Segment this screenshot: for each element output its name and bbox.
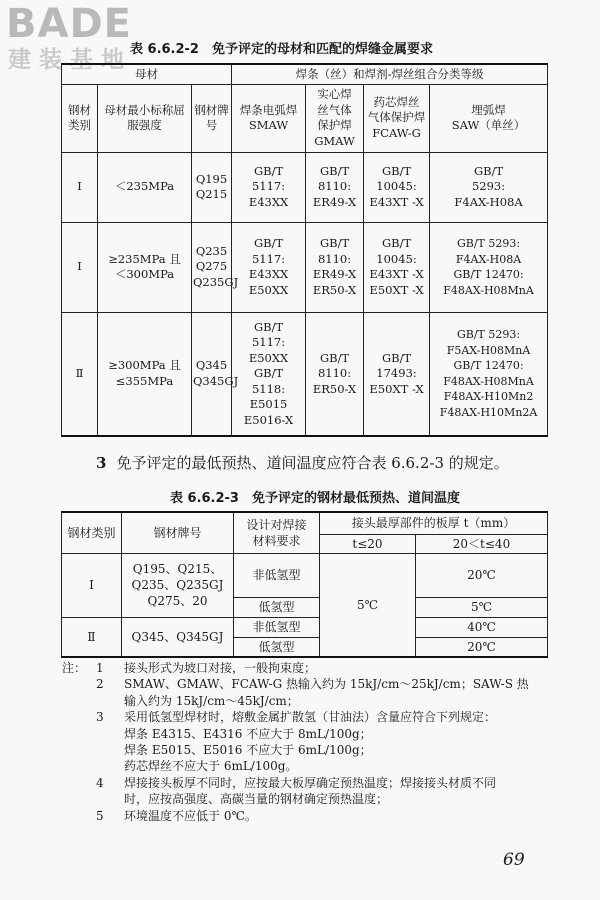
- table-6-6-2-2: [61, 63, 548, 437]
- note-number: 4: [96, 775, 104, 790]
- note-text: SMAW、GMAW、FCAW-G 热输入约为 15kJ/cm～25kJ/cm；SAW-S 热 输入约为 15kJ/cm～45kJ/cm；: [124, 677, 529, 708]
- row-t-20-40-value: 20℃: [416, 553, 548, 597]
- header-grade: 钢材牌号: [122, 512, 234, 553]
- note-item: [62, 660, 547, 676]
- row-requirement: 非低氢型: [234, 553, 320, 597]
- logo-text: BADE: [6, 1, 132, 47]
- header-fcaw: 药芯焊丝 气体保护焊 FCAW-G: [364, 84, 430, 152]
- table-row: [62, 617, 548, 637]
- header-category: 钢材类别: [62, 512, 122, 553]
- row-grades: Q345 Q345GJ: [192, 312, 232, 436]
- note-item: [62, 775, 547, 808]
- header-grade: 钢材牌号: [192, 84, 232, 152]
- row-t-le-20-value: 5℃: [320, 553, 416, 657]
- note-item: [62, 676, 547, 709]
- note-text: 采用低氢型焊材时，熔敷金属扩散氢（甘油法）含量应符合下列规定： 焊条 E4315、E4316 不应大于 8mL/100g； 焊条 E5015、E5016 不应大于 6mL/100g； 药芯焊丝不应大于 6mL/100g。: [124, 710, 497, 774]
- row-grades: Q195 Q215: [192, 152, 232, 222]
- row-saw: GB/T 5293: F4AX-H08A GB/T 12470: F48AX-H08MnA: [430, 222, 548, 312]
- table-row: [62, 553, 548, 597]
- row-grades: Q345、Q345GJ: [122, 617, 234, 657]
- note-number: 5: [96, 808, 104, 823]
- table-6-6-2-2-title: 表 6.6.2-2 免予评定的母材和匹配的焊缝金属要求: [130, 42, 433, 57]
- row-category: Ⅰ: [62, 553, 122, 617]
- row-fcaw: GB/T 10045: E43XT -X E50XT -X: [364, 222, 430, 312]
- table-notes: [62, 660, 547, 824]
- row-gmaw: GB/T 8110: ER50-X: [306, 312, 364, 436]
- row-strength: ≥300MPa 且 ≤355MPa: [98, 312, 192, 436]
- row-t-20-40-value: 5℃: [416, 597, 548, 617]
- row-grades: Q195、Q215、 Q235、Q235GJ Q275、20: [122, 553, 234, 617]
- row-smaw: GB/T 5117: E43XX: [232, 152, 306, 222]
- row-fcaw: GB/T 10045: E43XT -X: [364, 152, 430, 222]
- header-design-requirement: 设计对焊接 材料要求: [234, 512, 320, 553]
- row-saw: GB/T 5293: F4AX-H08A: [430, 152, 548, 222]
- table-row: [62, 152, 548, 222]
- note-number: 3: [96, 710, 104, 725]
- header-smaw: 焊条电弧焊 SMAW: [232, 84, 306, 152]
- table-row: [62, 222, 548, 312]
- clause-item-3: [96, 452, 509, 473]
- row-fcaw: GB/T 17493: E50XT -X: [364, 312, 430, 436]
- header-consumable-group: 焊条（丝）和焊剂-焊丝组合分类等级: [232, 64, 548, 84]
- row-gmaw: GB/T 8110: ER49-X ER50-X: [306, 222, 364, 312]
- note-item: [62, 709, 547, 775]
- row-category: Ⅰ: [62, 152, 98, 222]
- notes-label: 注：: [62, 661, 87, 675]
- row-smaw: GB/T 5117: E43XX E50XX: [232, 222, 306, 312]
- page-number: 69: [503, 850, 525, 870]
- note-item: [62, 808, 547, 824]
- table-row: [62, 312, 548, 436]
- row-strength: ＜235MPa: [98, 152, 192, 222]
- row-strength: ≥235MPa 且 ＜300MPa: [98, 222, 192, 312]
- row-category: Ⅱ: [62, 312, 98, 436]
- header-category: 钢材类别: [62, 84, 98, 152]
- table-6-6-2-3: [61, 511, 548, 658]
- logo-subtitle: 建装基地: [8, 47, 132, 73]
- header-min-yield: 母材最小标称屈服强度: [98, 84, 192, 152]
- row-smaw: GB/T 5117: E50XX GB/T 5118: E5015 E5016-X: [232, 312, 306, 436]
- row-category: Ⅰ: [62, 222, 98, 312]
- header-gmaw: 实心焊 丝气体 保护焊 GMAW: [306, 84, 364, 152]
- row-t-20-40-value: 40℃: [416, 617, 548, 637]
- header-t-20-40: 20＜t≤40: [416, 534, 548, 553]
- row-saw: GB/T 5293: F5AX-H08MnA GB/T 12470: F48AX-H08MnA F48AX-H10Mn2 F48AX-H10Mn2A: [430, 312, 548, 436]
- header-saw: 埋弧焊 SAW（单丝）: [430, 84, 548, 152]
- note-text: 焊接接头板厚不同时，应按最大板厚确定预热温度；焊接接头材质不同 时，应按高强度、高碳当量的钢材确定预热温度；: [124, 775, 497, 807]
- note-text: 接头形式为坡口对接，一般拘束度；: [124, 661, 317, 675]
- header-thickness: 接头最厚部件的板厚 t（mm）: [320, 512, 548, 534]
- clause-text: 免予评定的最低预热、道间温度应符合表 6.6.2-3 的规定。: [116, 454, 509, 472]
- row-requirement: 非低氢型: [234, 617, 320, 637]
- table-6-6-2-3-title: 表 6.6.2-3 免予评定的钢材最低预热、道间温度: [170, 491, 460, 506]
- row-grades: Q235 Q275 Q235GJ: [192, 222, 232, 312]
- header-base-metal: 母材: [62, 64, 232, 84]
- clause-number: 3: [96, 454, 107, 472]
- row-gmaw: GB/T 8110: ER49-X: [306, 152, 364, 222]
- row-requirement: 低氢型: [234, 637, 320, 657]
- row-t-20-40-value: 20℃: [416, 637, 548, 657]
- row-category: Ⅱ: [62, 617, 122, 657]
- header-t-le-20: t≤20: [320, 534, 416, 553]
- row-requirement: 低氢型: [234, 597, 320, 617]
- note-text: 环境温度不应低于 0℃。: [124, 808, 257, 823]
- note-number: 1: [96, 661, 104, 675]
- note-number: 2: [96, 677, 104, 692]
